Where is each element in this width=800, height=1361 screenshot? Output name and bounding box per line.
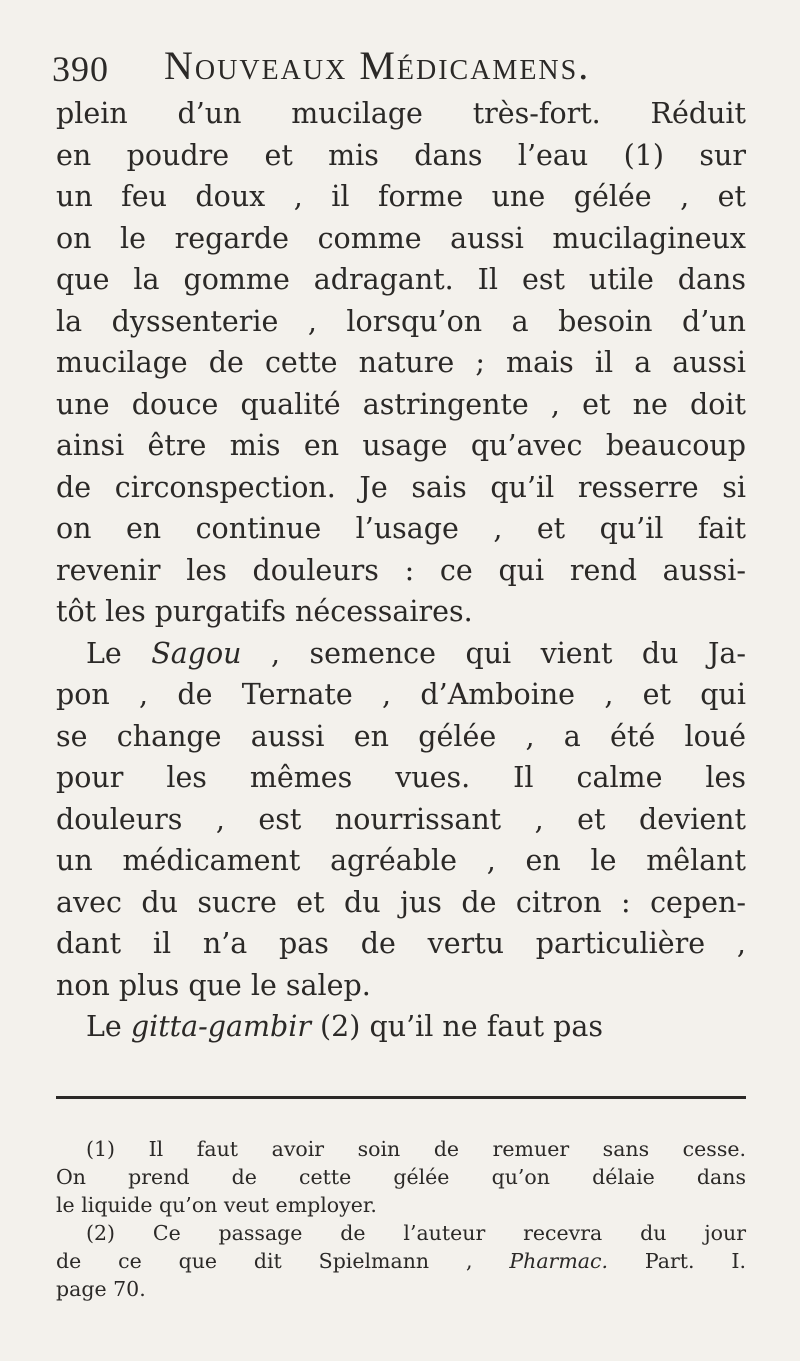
footnotes (56, 1135, 746, 1303)
text-line: se change aussi en gélée , a été loué (56, 719, 746, 753)
page-number: 390 (52, 49, 109, 89)
text-run: Le (86, 636, 152, 670)
text-line: que la gomme adragant. Il est utile dans (56, 263, 746, 296)
footnote-line: (2) Ce passage de l’auteur recevra du jour (86, 1221, 746, 1245)
text-line: dant il n’a pas de vertu particulière , (56, 927, 746, 960)
text-line: un médicament agréable , en le mêlant (56, 844, 746, 877)
main-text (56, 93, 746, 1048)
text-line: plein d’un mucilage très-fort. Réduit (56, 97, 746, 130)
text-line: en poudre et mis dans l’eau (1) sur (56, 138, 746, 172)
text-run: de ce que dit Spielmann , (56, 1249, 510, 1273)
text-run: Part. I. (608, 1249, 746, 1273)
abbrev-pharmac: Pharmac. (509, 1249, 609, 1273)
running-title: Nouveaux Médicamens. (164, 43, 591, 88)
term-sagou: Sagou (151, 636, 242, 670)
text-line: non plus que le salep. (56, 968, 371, 1002)
text-line: pon , de Ternate , d’Amboine , et qui (56, 678, 746, 711)
text-line: avec du sucre et du jus de citron : cepen- (56, 885, 746, 919)
text-line: tôt les purgatifs nécessaires. (56, 595, 473, 628)
footnote-line: page 70. (56, 1277, 146, 1301)
text-run: Le (86, 1010, 131, 1043)
text-line: on le regarde comme aussi mucilagineux (56, 221, 746, 255)
text-line: la dyssenterie , lorsqu’on a besoin d’un (56, 304, 746, 338)
gitta-paragraph-start (56, 1006, 746, 1048)
text-line: de circonspection. Je sais qu’il resserre si (56, 470, 746, 504)
term-gitta-gambir: gitta-gambir (130, 1010, 311, 1043)
sagou-paragraph-start (56, 633, 746, 675)
footnote-rule (56, 1096, 746, 1099)
text-line: une douce qualité astringente , et ne doit (56, 387, 746, 421)
text-line: pour les mêmes vues. Il calme les (56, 761, 746, 794)
footnote-line (56, 1247, 746, 1275)
text-run: (2) qu’il ne faut pas (311, 1010, 603, 1043)
text-line: ainsi être mis en usage qu’avec beaucoup (56, 429, 746, 462)
text-line: revenir les douleurs : ce qui rend aussi- (56, 553, 746, 587)
text-line: mucilage de cette nature ; mais il a aussi (56, 346, 746, 379)
footnote-line: On prend de cette gélée qu’on délaie dans (56, 1165, 746, 1189)
footnote-line: le liquide qu’on veut employer. (56, 1193, 377, 1217)
text-line: on en continue l’usage , et qu’il fait (56, 512, 746, 545)
text-line: douleurs , est nourrissant , et devient (56, 802, 746, 836)
text-run: , semence qui vient du Ja- (241, 636, 746, 670)
text-line: un feu doux , il forme une gélée , et (56, 180, 746, 213)
footnote-line: (1) Il faut avoir soin de remuer sans cesse. (86, 1137, 746, 1161)
running-header (52, 42, 752, 94)
